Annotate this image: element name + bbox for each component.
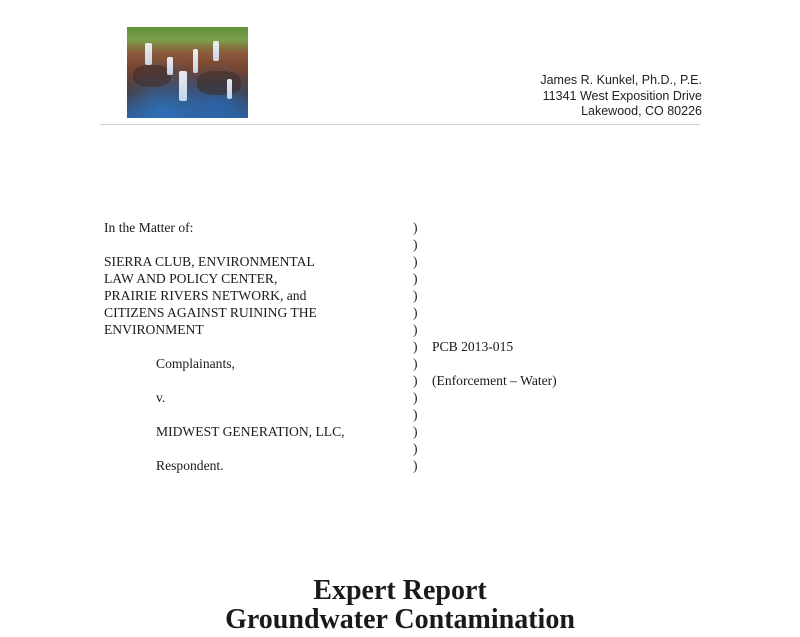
caption-paren: ) bbox=[413, 356, 418, 371]
caption-row bbox=[104, 389, 664, 406]
caption-paren: ) bbox=[413, 441, 418, 456]
caption-row bbox=[104, 270, 664, 287]
caption-paren: ) bbox=[413, 407, 418, 422]
author-name: James R. Kunkel, Ph.D., P.E. bbox=[540, 73, 702, 87]
author-address-block bbox=[540, 73, 702, 120]
caption-paren: ) bbox=[413, 373, 418, 388]
report-title: Expert Report bbox=[313, 575, 487, 606]
caption-row bbox=[104, 338, 664, 355]
caption-paren: ) bbox=[413, 288, 418, 303]
caption-party-text: In the Matter of: bbox=[104, 220, 194, 235]
caption-paren: ) bbox=[413, 339, 418, 354]
caption-paren: ) bbox=[413, 305, 418, 320]
caption-party-text: PRAIRIE RIVERS NETWORK, and bbox=[104, 288, 307, 303]
caption-paren: ) bbox=[413, 271, 418, 286]
caption-paren: ) bbox=[413, 322, 418, 337]
caption-row bbox=[104, 423, 664, 440]
caption-row bbox=[104, 321, 664, 338]
caption-paren: ) bbox=[413, 237, 418, 252]
caption-row bbox=[104, 372, 664, 389]
caption-row bbox=[104, 457, 664, 474]
caption-case-text: PCB 2013-015 bbox=[432, 339, 514, 354]
caption-party-text: Complainants, bbox=[156, 356, 235, 371]
caption-party-text: ENVIRONMENT bbox=[104, 322, 204, 337]
caption-party-text: MIDWEST GENERATION, LLC, bbox=[156, 424, 345, 439]
caption-paren: ) bbox=[413, 390, 418, 405]
caption-party-text: v. bbox=[156, 390, 166, 405]
caption-paren: ) bbox=[413, 458, 418, 473]
caption-row bbox=[104, 236, 664, 253]
caption-paren: ) bbox=[413, 424, 418, 439]
caption-paren: ) bbox=[413, 254, 418, 269]
case-caption bbox=[104, 219, 664, 474]
caption-case-text: (Enforcement – Water) bbox=[432, 373, 557, 388]
address-line-2: Lakewood, CO 80226 bbox=[581, 104, 702, 118]
caption-row bbox=[104, 355, 664, 372]
caption-row bbox=[104, 287, 664, 304]
caption-party-text: CITIZENS AGAINST RUINING THE bbox=[104, 305, 317, 320]
caption-row bbox=[104, 406, 664, 423]
address-line-1: 11341 West Exposition Drive bbox=[542, 88, 702, 103]
caption-party-text: Respondent. bbox=[156, 458, 224, 473]
caption-party-text: LAW AND POLICY CENTER, bbox=[104, 271, 278, 286]
caption-row bbox=[104, 440, 664, 457]
caption-row bbox=[104, 253, 664, 270]
waterfall-logo bbox=[127, 27, 248, 118]
caption-paren: ) bbox=[413, 220, 418, 235]
report-subtitle: Groundwater Contamination bbox=[225, 604, 575, 635]
caption-row bbox=[104, 304, 664, 321]
caption-row bbox=[104, 219, 664, 236]
caption-party-text: SIERRA CLUB, ENVIRONMENTAL bbox=[104, 254, 315, 269]
header-divider bbox=[100, 124, 700, 125]
